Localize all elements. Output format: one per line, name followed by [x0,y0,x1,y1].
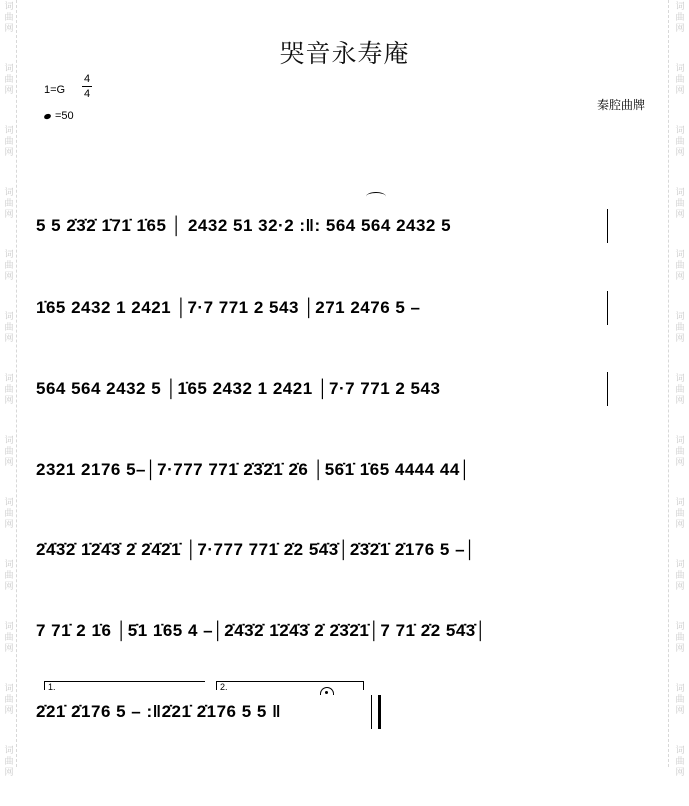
end-barline-2 [607,291,608,325]
volta-bracket-2 [216,681,364,690]
final-double-barline [371,695,381,729]
volta-bracket-1 [44,681,205,690]
fermata-icon [320,687,334,695]
key-signature: 1=G [44,84,66,96]
volta-label-1: 1. [48,682,56,692]
time-signature-top: 4 [83,73,91,85]
score-line-1: 5 5 2̇3̇2̇ 1̇71̇ 1̇65 │ 2432 51 32·2 :‖: 564 564 2432 5 [36,216,452,235]
volta-label-2: 2. [220,682,228,692]
right-watermark-column: 词 曲 网 词 曲 网 词 曲 网 词 曲 网 词 曲 网 词 曲 网 词 曲 网 词 曲 网 词 曲 网 词 曲 网 词 曲 网 词 曲 网 词 曲 网 [675,2,685,778]
score-line-6: 7 71̇ 2 1̇6 │5̇1 1̇65 4 –│2̇4̇3̇2̇ 1̇2̇4̇3̇ 2̇ 2̇3̇2̇1̇│7 71̇ 2̇2 5̇4̇3̇│ [36,621,487,640]
end-barline-1 [607,209,608,243]
quarter-note-icon [43,112,51,119]
left-guide-line [16,0,18,767]
time-signature-bottom: 4 [83,88,91,100]
score-line-3: 564 564 2432 5 │1̇65 2432 1 2421 │7·7 771 2 543 [36,379,441,398]
score-line-4: 2321 2176 5–│7·777 771̇ 2̇3̇2̇1̇ 2̇6 │56̇1̇ 1̇65 4444 44│ [36,460,471,479]
slur-mark [366,192,386,201]
time-signature [82,73,92,100]
score-title: 哭音永寿庵 [279,39,410,68]
genre-label: 秦腔曲牌 [596,98,645,112]
left-watermark-column: 词 曲 网 词 曲 网 词 曲 网 词 曲 网 词 曲 网 词 曲 网 词 曲 网 词 曲 网 词 曲 网 词 曲 网 词 曲 网 词 曲 网 词 曲 网 [4,2,14,778]
end-barline-3 [607,372,608,406]
score-line-2: 1̇65 2432 1 2421 │7·7 771 2 543 │271 2476 5 – [36,298,421,317]
score-line-5: 2̇4̇3̇2̇ 1̇2̇4̇3̇ 2̇ 2̇4̇2̇1̇ │7·777 771̇ 2̇2 5̇4̇3̇│2̇3̇2̇1̇ 2̇176 5 –│ [36,540,477,559]
tempo-value: =50 [55,110,74,122]
score-line-7: 2̇21̇ 2̇176 5 – :‖2̇21̇ 2̇176 5 5 ‖ [36,702,282,721]
right-guide-line [668,0,670,767]
tempo-marking [44,110,74,122]
